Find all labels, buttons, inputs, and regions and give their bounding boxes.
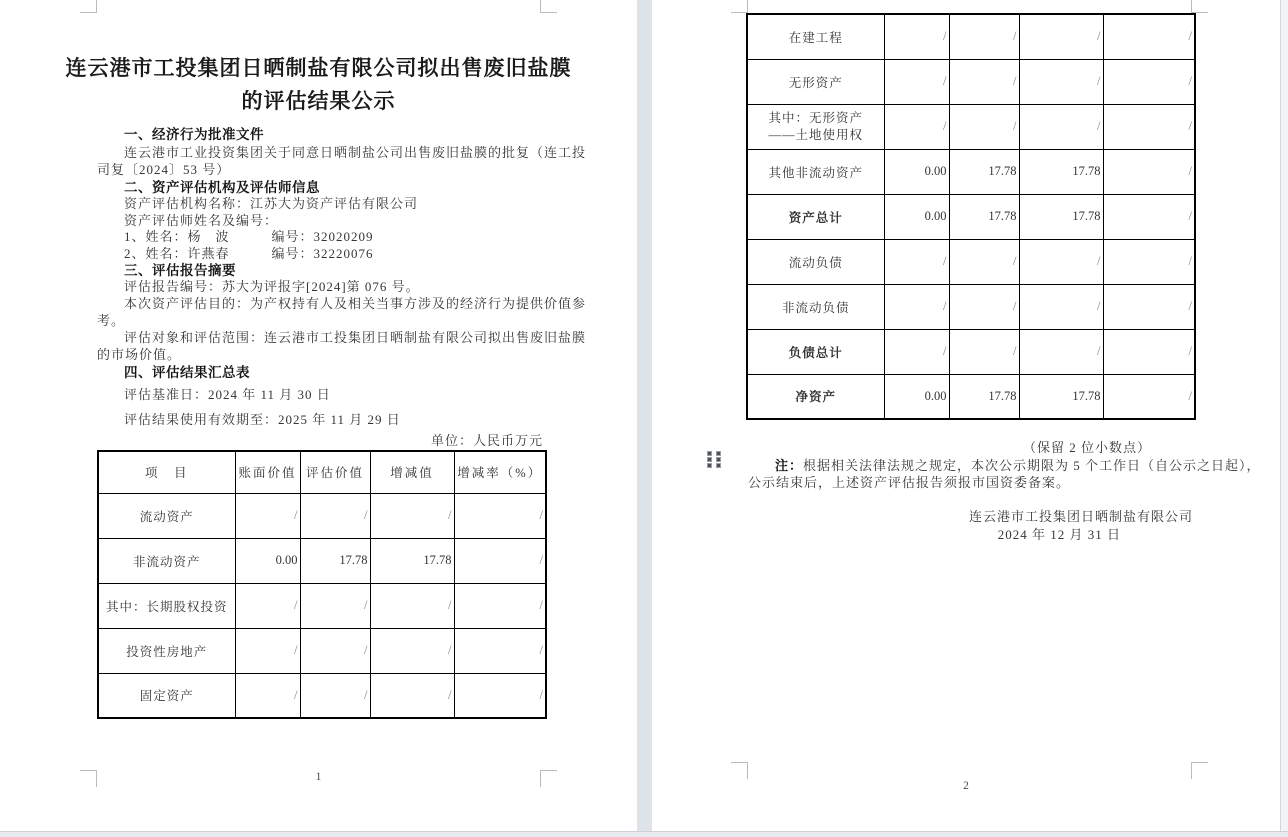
cell-value: /	[1019, 284, 1103, 329]
margin-corner-mark	[1191, 762, 1208, 779]
table-row	[98, 628, 546, 673]
cell-value: /	[454, 673, 546, 718]
row-label: 投资性房地产	[98, 628, 235, 673]
cell-value: /	[1019, 239, 1103, 284]
column-header: 增减率（%）	[454, 451, 546, 493]
drag-handle-icon[interactable]	[708, 452, 721, 469]
section3-heading: 三、评估报告摘要	[124, 263, 236, 278]
cell-value: /	[300, 583, 370, 628]
cell-value: 17.78	[1019, 194, 1103, 239]
scope-text: 评估对象和评估范围：连云港市工投集团日晒制盐有限公司拟出售废旧盐膜	[124, 330, 587, 345]
cell-value: /	[1019, 59, 1103, 104]
cell-value: /	[1103, 194, 1195, 239]
cell-value: /	[1019, 329, 1103, 374]
title-line-2: 的评估结果公示	[241, 90, 396, 113]
cell-value: 0.00	[884, 374, 949, 419]
page-right-edge	[1280, 0, 1288, 831]
table-row	[98, 583, 546, 628]
section4-heading: 四、评估结果汇总表	[124, 365, 250, 380]
valid-until: 评估结果使用有效期至：2025 年 11 月 29 日	[124, 412, 401, 427]
cell-value: 17.78	[1019, 374, 1103, 419]
cell-value: /	[1103, 59, 1195, 104]
cell-value: /	[949, 104, 1019, 149]
row-label: 净资产	[747, 374, 884, 419]
cell-value: 17.78	[949, 149, 1019, 194]
column-header: 增减值	[370, 451, 454, 493]
row-label: 负债总计	[747, 329, 884, 374]
cell-value: /	[884, 104, 949, 149]
margin-corner-mark	[540, 0, 557, 13]
table-row	[747, 284, 1195, 329]
cell-value: /	[1103, 284, 1195, 329]
cell-value: /	[1103, 329, 1195, 374]
cell-value: /	[1019, 104, 1103, 149]
cell-value: /	[1103, 149, 1195, 194]
table-row	[98, 673, 546, 718]
signature-date: 2024 年 12 月 31 日	[997, 527, 1121, 542]
document-title	[0, 52, 637, 118]
row-label: 其他非流动资产	[747, 149, 884, 194]
document-page-1[interactable]	[0, 0, 637, 831]
page-number-1: 1	[315, 771, 322, 783]
section2-heading: 二、资产评估机构及评估师信息	[124, 180, 320, 195]
page-gap	[637, 0, 652, 831]
purpose-text: 考。	[97, 313, 126, 328]
cell-value: /	[370, 493, 454, 538]
section1-text: 连云港市工业投资集团关于同意日晒制盐公司出售废旧盐膜的批复（连工投	[124, 145, 587, 160]
table-row	[747, 239, 1195, 284]
cell-value: /	[300, 673, 370, 718]
cell-value: 17.78	[300, 538, 370, 583]
title-line-1: 连云港市工投集团日晒制盐有限公司拟出售废旧盐膜	[65, 57, 572, 80]
report-number: 评估报告编号：苏大为评报字[2024]第 076 号。	[124, 279, 420, 294]
margin-corner-mark	[1191, 0, 1208, 13]
cell-value: /	[949, 14, 1019, 59]
cell-value: /	[884, 284, 949, 329]
cell-value: /	[949, 329, 1019, 374]
table-row	[747, 104, 1195, 149]
appraiser-2: 2、姓名：许燕春 编号：32220076	[124, 246, 374, 261]
cell-value: /	[235, 583, 300, 628]
row-label: 流动资产	[98, 493, 235, 538]
margin-corner-mark	[731, 0, 748, 13]
cell-value: /	[454, 583, 546, 628]
cell-value: /	[884, 329, 949, 374]
base-date: 评估基准日：2024 年 11 月 30 日	[124, 387, 331, 402]
note-text: 公示结束后，上述资产评估报告须报市国资委备案。	[748, 475, 1071, 490]
cell-value: /	[1103, 374, 1195, 419]
agency-line: 资产评估机构名称：江苏大为资产评估有限公司	[124, 196, 419, 211]
table-row	[747, 194, 1195, 239]
cell-value: /	[300, 628, 370, 673]
cell-value: /	[370, 673, 454, 718]
table-row	[747, 14, 1195, 59]
row-label: 非流动资产	[98, 538, 235, 583]
appraiser-1: 1、姓名：杨 波 编号：32020209	[124, 229, 374, 244]
table-row	[747, 329, 1195, 374]
page-number-2: 2	[963, 780, 969, 792]
row-label: 其中：无形资产 ——土地使用权	[747, 104, 884, 149]
cell-value: /	[1019, 14, 1103, 59]
column-header: 评估价值	[300, 451, 370, 493]
column-header: 账面价值	[235, 451, 300, 493]
unit-label: 单位：人民币万元	[430, 433, 543, 448]
row-label: 固定资产	[98, 673, 235, 718]
cell-value: 17.78	[949, 194, 1019, 239]
cell-value: /	[1103, 104, 1195, 149]
decimals-note: （保留 2 位小数点）	[1022, 440, 1151, 455]
purpose-text: 本次资产评估目的：为产权持有人及相关当事方涉及的经济行为提供价值参	[124, 296, 587, 311]
note-label: 注：	[775, 458, 804, 473]
cell-value: /	[300, 493, 370, 538]
table-row	[98, 538, 546, 583]
cell-value: 17.78	[370, 538, 454, 583]
cell-value: /	[884, 239, 949, 284]
cell-value: 0.00	[235, 538, 300, 583]
cell-value: /	[1103, 14, 1195, 59]
cell-value: /	[884, 59, 949, 104]
appraiser-intro: 资产评估师姓名及编号：	[124, 213, 279, 228]
cell-value: /	[884, 14, 949, 59]
cell-value: /	[949, 59, 1019, 104]
row-label: 在建工程	[747, 14, 884, 59]
table-row	[98, 493, 546, 538]
row-label: 无形资产	[747, 59, 884, 104]
cell-value: /	[949, 239, 1019, 284]
workspace-background	[0, 831, 1288, 837]
table-header-row	[98, 451, 546, 493]
signature-company: 连云港市工投集团日晒制盐有限公司	[968, 509, 1193, 524]
row-label: 非流动负债	[747, 284, 884, 329]
section1-heading: 一、经济行为批准文件	[124, 127, 264, 142]
cell-value: /	[454, 538, 546, 583]
cell-value: /	[949, 284, 1019, 329]
summary-table-part1	[97, 450, 547, 719]
cell-value: /	[370, 628, 454, 673]
table-row	[747, 374, 1195, 419]
scope-text: 的市场价值。	[97, 347, 182, 362]
section1-text: 司复〔2024〕53 号）	[97, 162, 231, 177]
cell-value: 0.00	[884, 149, 949, 194]
cell-value: /	[454, 493, 546, 538]
cell-value: /	[1103, 239, 1195, 284]
cell-value: 17.78	[1019, 149, 1103, 194]
table-row	[747, 59, 1195, 104]
cell-value: /	[454, 628, 546, 673]
row-label: 流动负债	[747, 239, 884, 284]
margin-corner-mark	[80, 0, 97, 13]
row-label: 资产总计	[747, 194, 884, 239]
row-label: 其中：长期股权投资	[98, 583, 235, 628]
margin-corner-mark	[731, 762, 748, 779]
cell-value: 17.78	[949, 374, 1019, 419]
cell-value: 0.00	[884, 194, 949, 239]
cell-value: /	[235, 673, 300, 718]
note-line-1: 根据相关法律法规之规定，本次公示期限为 5 个工作日（自公示之日起），	[803, 458, 1261, 473]
table-row	[747, 149, 1195, 194]
cell-value: /	[370, 583, 454, 628]
column-header: 项 目	[98, 451, 235, 493]
summary-table-part2	[746, 13, 1196, 420]
document-page-2[interactable]	[652, 0, 1280, 831]
cell-value: /	[235, 493, 300, 538]
cell-value: /	[235, 628, 300, 673]
